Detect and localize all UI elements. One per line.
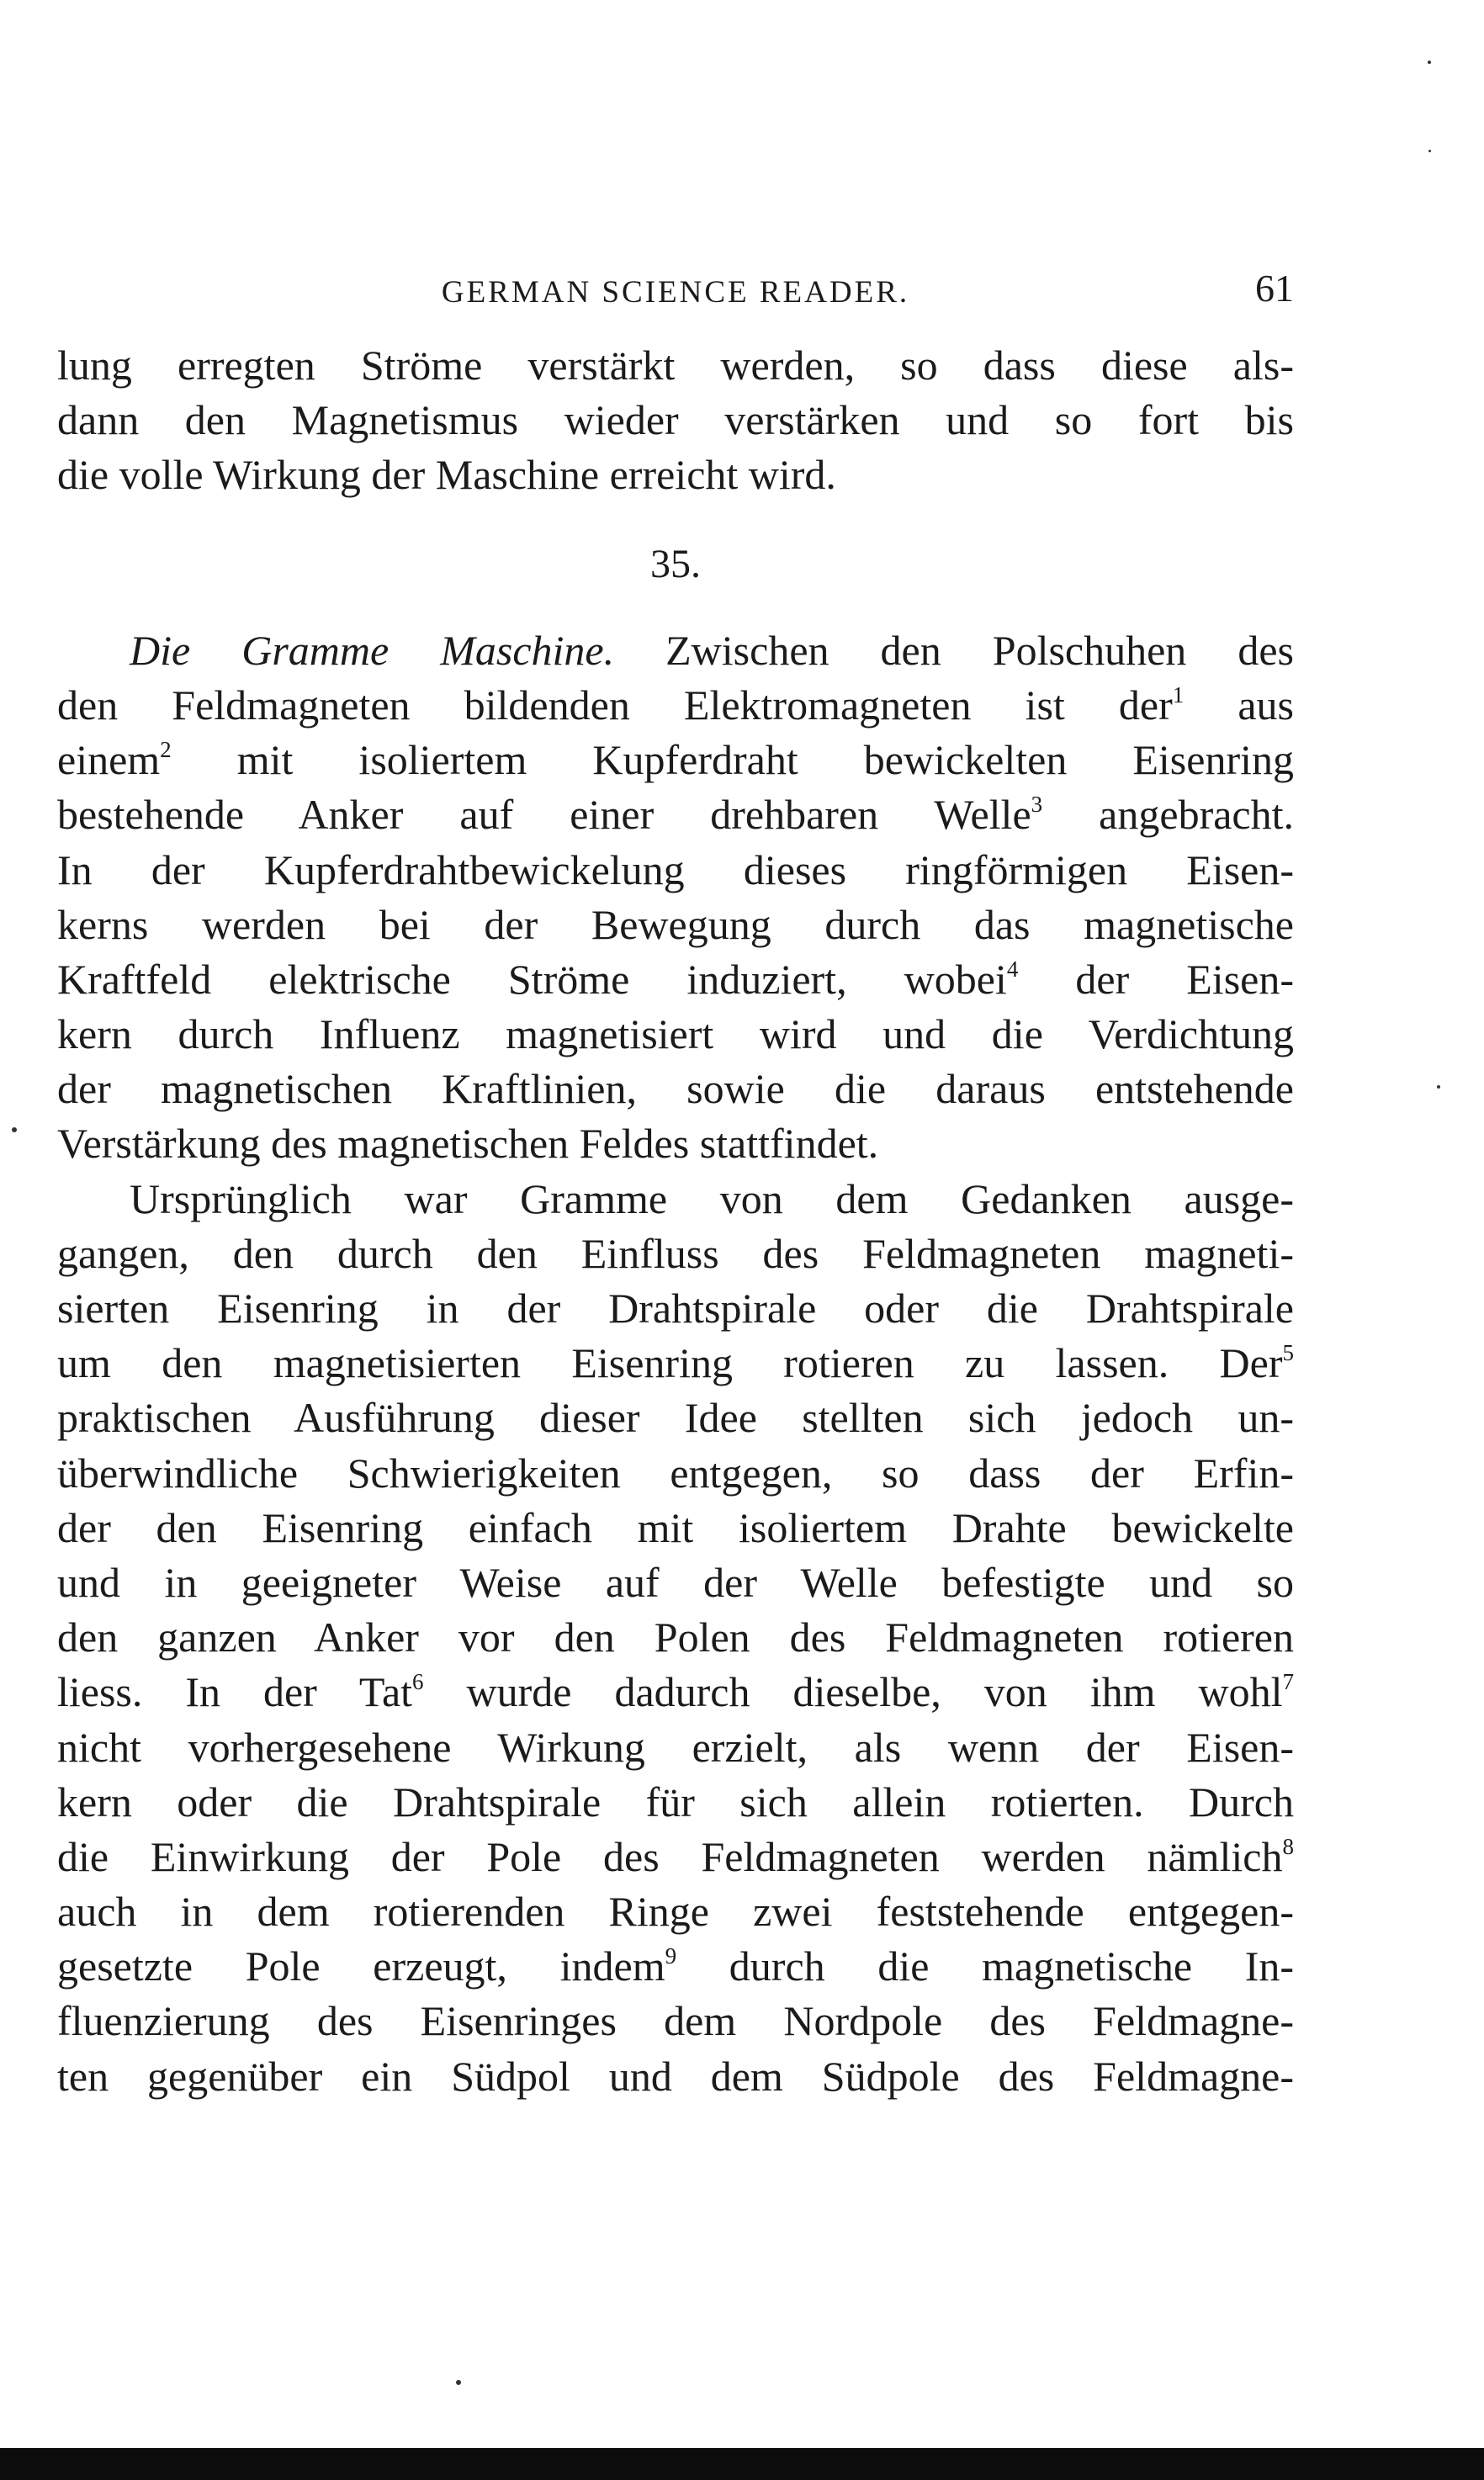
section-paragraph-1 xyxy=(57,623,1294,1172)
scan-speck xyxy=(12,1127,17,1132)
text-segment: den ganzen Anker vor den Polen des Feldmagneten rotieren xyxy=(57,1614,1294,1661)
text-segment: um den magnetisierten Eisenring rotieren zu lassen. Der xyxy=(57,1339,1283,1387)
footnote-marker: 8 xyxy=(1282,1833,1294,1859)
text-line xyxy=(57,787,1294,842)
text-segment: In der Kupferdrahtbewickelung dieses ringförmigen Eisen- xyxy=(57,845,1294,893)
scan-speck xyxy=(1437,1085,1440,1089)
text-line xyxy=(57,1446,1294,1501)
text-line xyxy=(57,1720,1294,1775)
text-line xyxy=(57,898,1294,952)
scan-speck xyxy=(456,2380,461,2385)
text-segment: nicht vorhergesehene Wirkung erzielt, als wenn der Eisen- xyxy=(57,1723,1294,1771)
text-line xyxy=(57,1994,1294,2048)
section-number: 35. xyxy=(650,541,701,586)
text-segment: der den Eisenring einfach mit isoliertem Drahte bewickelte xyxy=(57,1503,1294,1551)
paragraph-1-lines xyxy=(57,678,1294,1172)
text-line xyxy=(57,1830,1294,1884)
text-segment: auch in dem rotierenden Ringe zwei feststehende entgegen- xyxy=(57,1888,1294,1936)
text-line xyxy=(57,1665,1294,1720)
text-line xyxy=(57,1227,1294,1281)
text-segment: fluenzierung des Eisenringes dem Nordpole des Feldmagne- xyxy=(57,1997,1294,2045)
text-line xyxy=(57,952,1294,1007)
text-line xyxy=(57,1062,1294,1116)
text-segment: liess. In der Tat xyxy=(57,1668,413,1716)
paragraph-2-lines xyxy=(57,1172,1294,2104)
footnote-marker: 6 xyxy=(412,1669,424,1695)
text-line: die volle Wirkung der Maschine erreicht wird. xyxy=(57,451,836,499)
text-segment: kern durch Influenz magnetisiert wird und die Verdichtung xyxy=(57,1010,1294,1058)
top-paragraph xyxy=(57,338,1294,503)
text-line xyxy=(57,1007,1294,1062)
scan-speck xyxy=(1428,61,1431,64)
text-line xyxy=(57,1775,1294,1830)
text-segment: kern oder die Drahtspirale für sich allein rotierten. Durch xyxy=(57,1778,1294,1826)
text-line xyxy=(57,1501,1294,1555)
text-segment: der Eisen- xyxy=(1018,955,1295,1003)
text-line xyxy=(57,1884,1294,1939)
text-segment: gangen, den durch den Einfluss des Feldmagneten magneti- xyxy=(57,1229,1294,1277)
text-segment: Verstärkung des magnetischen Feldes stattfindet. xyxy=(57,1120,879,1168)
section-paragraph-2 xyxy=(57,1172,1294,2104)
text-line xyxy=(57,678,1294,733)
text-segment: durch die magnetische In- xyxy=(676,1942,1295,1990)
text-segment: Kraftfeld elektrische Ströme induziert, wobei xyxy=(57,955,1007,1003)
text-line xyxy=(57,2049,1294,2104)
text-line xyxy=(57,1336,1294,1391)
text-segment: angebracht. xyxy=(1042,791,1294,839)
text-segment: praktischen Ausführung dieser Idee stellten sich jedoch un- xyxy=(57,1394,1294,1442)
footnote-marker: 3 xyxy=(1031,792,1043,818)
text-segment: mit isoliertem Kupferdraht bewickelten Eisenring xyxy=(171,736,1294,784)
footnote-marker: 9 xyxy=(665,1943,677,1969)
text-line: dann den Magnetismus wieder verstärken und so fort bis xyxy=(57,396,1294,444)
text-segment: Ursprünglich war Gramme von dem Gedanken ausge- xyxy=(130,1174,1294,1222)
text-segment: ten gegenüber ein Südpol und dem Südpole des Feldmagne- xyxy=(57,2052,1294,2100)
text-line xyxy=(57,843,1294,898)
scan-edge-bar xyxy=(0,2448,1484,2480)
running-title: GERMAN SCIENCE READER. xyxy=(441,275,910,310)
text-line xyxy=(57,1555,1294,1610)
text-segment: wurde dadurch dieselbe, von ihm wohl xyxy=(423,1668,1283,1716)
text-segment: bestehende Anker auf einer drehbaren Welle xyxy=(57,791,1031,839)
text-segment: gesetzte Pole erzeugt, indem xyxy=(57,1942,665,1990)
footnote-marker: 5 xyxy=(1282,1340,1294,1366)
text-segment: sierten Eisenring in der Drahtspirale oder die Drahtspirale xyxy=(57,1285,1294,1332)
text-line xyxy=(57,1610,1294,1665)
text-line xyxy=(57,1172,1294,1227)
text-line xyxy=(57,1116,1294,1171)
text-line xyxy=(57,1281,1294,1336)
text-segment: aus xyxy=(1184,681,1294,729)
text-segment: die Einwirkung der Pole des Feldmagneten werden nämlich xyxy=(57,1832,1283,1880)
text-line: lung erregten Ströme verstärkt werden, so dass diese als- xyxy=(57,342,1294,389)
footnote-marker: 1 xyxy=(1172,681,1185,707)
text-segment: und in geeigneter Weise auf der Welle befestigte und so xyxy=(57,1558,1294,1606)
text-line xyxy=(57,623,1294,678)
text-line xyxy=(57,1939,1294,1994)
section-title: Die Gramme Maschine. xyxy=(130,626,615,674)
text-line xyxy=(57,1391,1294,1445)
text-segment: kerns werden bei der Bewegung durch das magnetische xyxy=(57,900,1294,948)
text-segment: der magnetischen Kraftlinien, sowie die daraus entstehende xyxy=(57,1065,1294,1113)
body-text xyxy=(57,338,1294,2104)
text-line-rest: Zwischen den Polschuhen des xyxy=(614,626,1294,674)
footnote-marker: 2 xyxy=(160,737,172,763)
page-number: 61 xyxy=(1255,267,1294,310)
footnote-marker: 7 xyxy=(1282,1669,1294,1695)
text-segment: überwindliche Schwierigkeiten entgegen, so dass der Erfin- xyxy=(57,1449,1294,1497)
text-segment: einem xyxy=(57,736,161,784)
footnote-marker: 4 xyxy=(1006,956,1019,982)
running-head xyxy=(57,262,1294,313)
text-segment: den Feldmagneten bildenden Elektromagneten ist der xyxy=(57,681,1173,729)
text-line xyxy=(57,733,1294,787)
scan-speck xyxy=(1428,150,1431,152)
